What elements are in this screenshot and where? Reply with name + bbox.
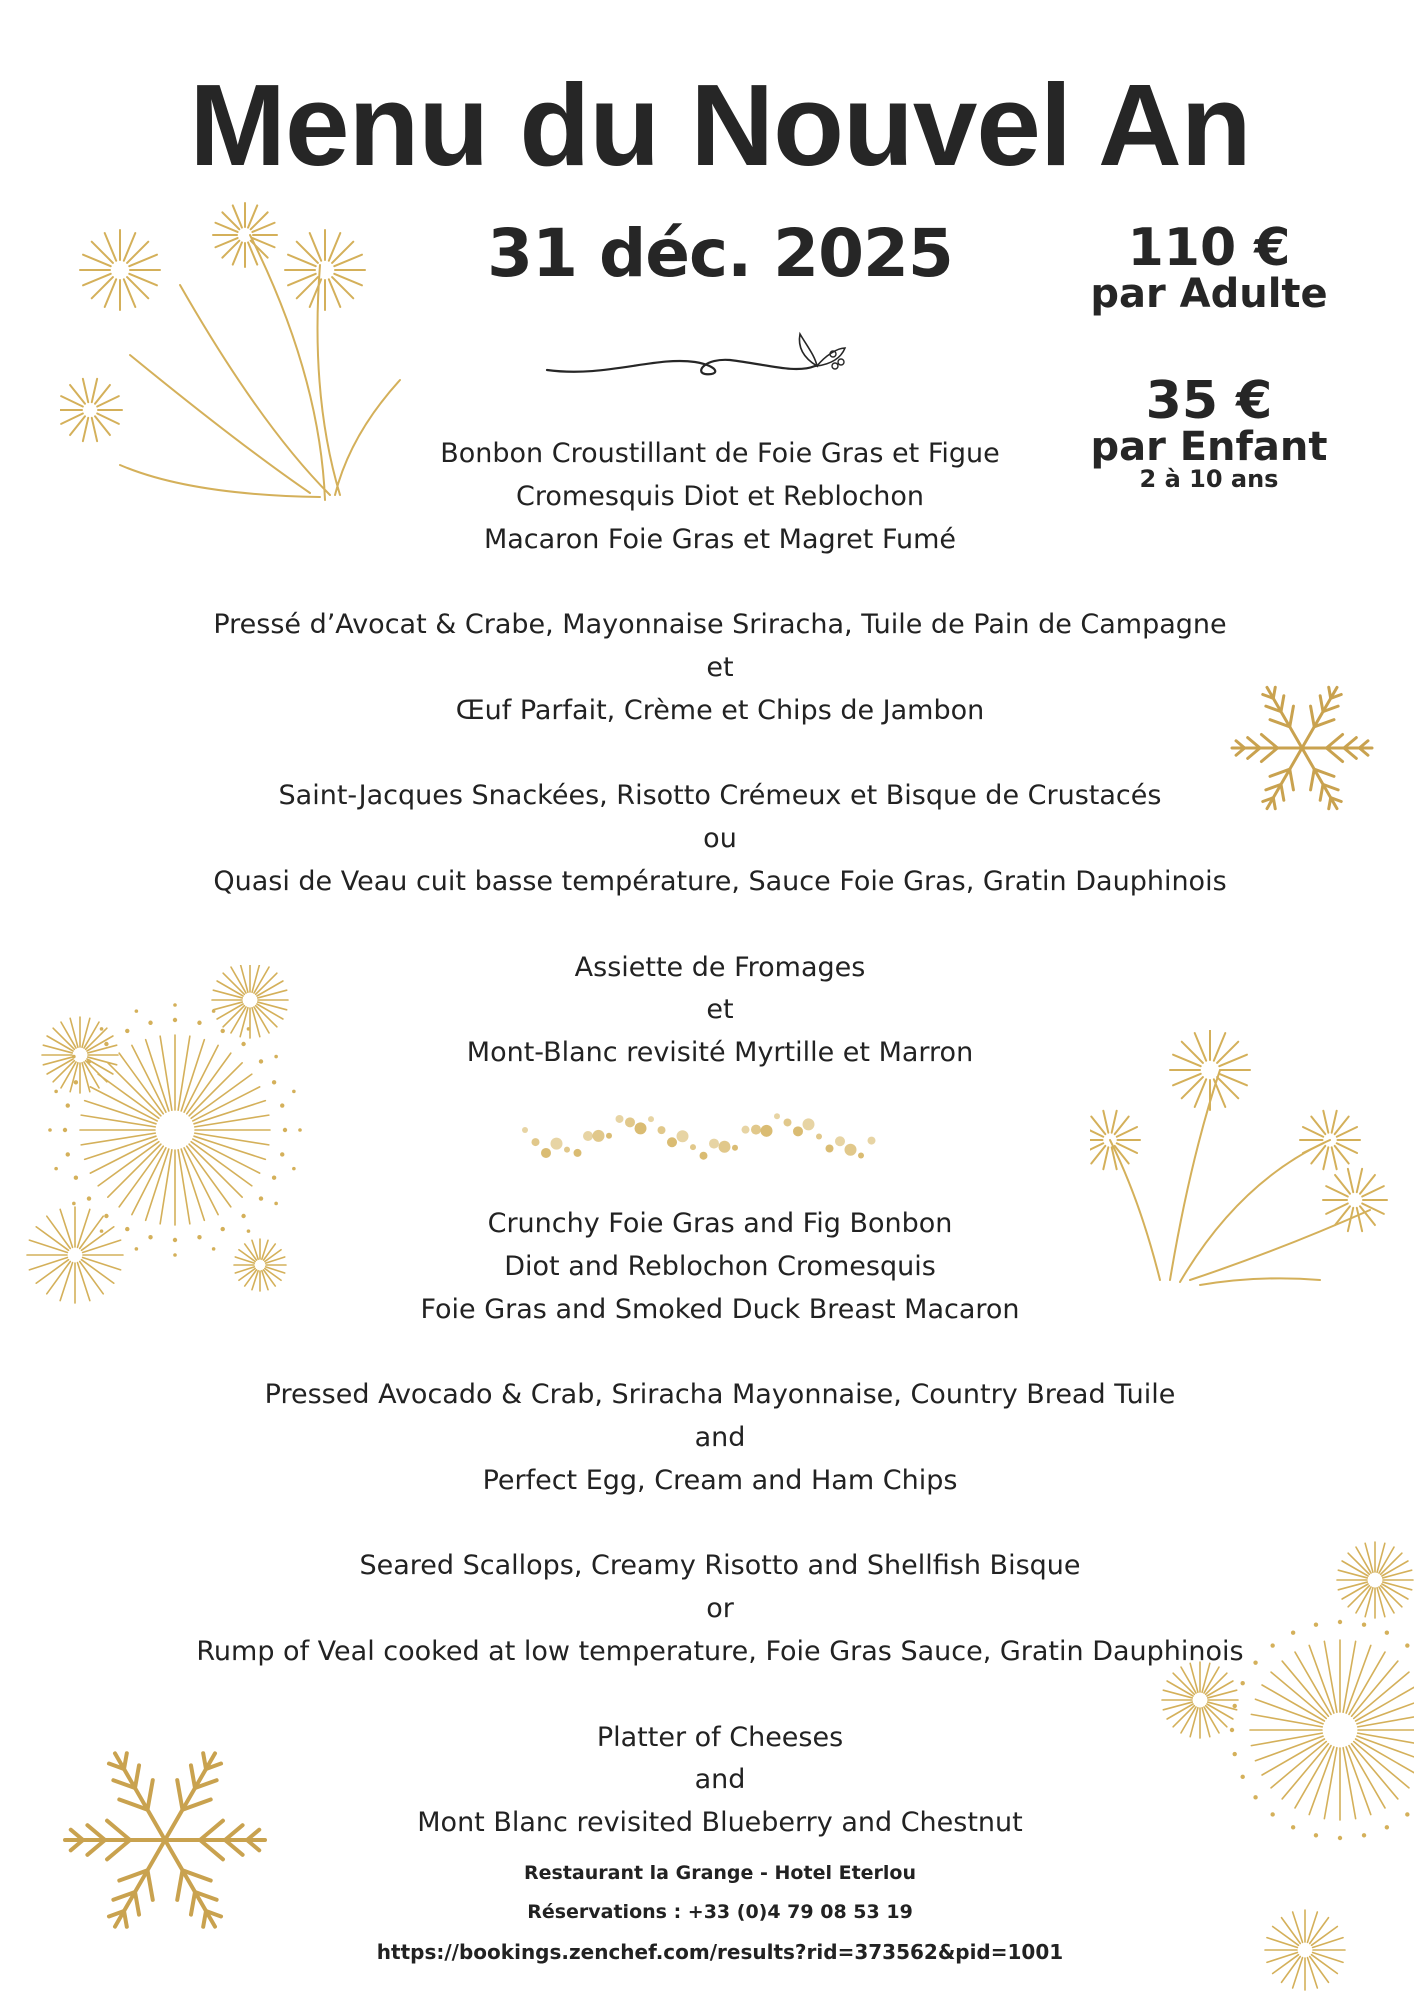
menu-connector: and bbox=[694, 1764, 746, 1796]
menu-english bbox=[120, 1203, 1320, 1845]
booking-link[interactable]: https://bookings.zenchef.com/results?rid=373562&pid=1001 bbox=[376, 1940, 1064, 1964]
menu-item: Bonbon Croustillant de Foie Gras et Figue bbox=[440, 438, 1000, 469]
menu-item: Assiette de Fromages bbox=[574, 951, 866, 983]
menu-connector: and bbox=[694, 1421, 746, 1453]
price-adult-amount: 110 € bbox=[1127, 218, 1291, 278]
menu-item: Mont Blanc revisited Blueberry and Chestnut bbox=[417, 1807, 1023, 1839]
flourish-divider-icon bbox=[545, 326, 871, 384]
price-child-amount: 35 € bbox=[1145, 371, 1273, 431]
menu-item: Crunchy Foie Gras and Fig Bonbon bbox=[487, 1208, 953, 1239]
menu-item: Perfect Egg, Cream and Ham Chips bbox=[482, 1464, 958, 1496]
menu-item: Platter of Cheeses bbox=[596, 1721, 844, 1753]
price-adult bbox=[1059, 218, 1359, 317]
menu-connector: ou bbox=[703, 823, 737, 855]
menu-item: Œuf Parfait, Crème et Chips de Jambon bbox=[455, 694, 985, 726]
menu-item: Rump of Veal cooked at low temperature, Foie Gras Sauce, Gratin Dauphinois bbox=[196, 1635, 1244, 1667]
menu-connector: or bbox=[706, 1593, 734, 1625]
menu-item: Pressé d’Avocat & Crabe, Mayonnaise Sriracha, Tuile de Pain de Campagne bbox=[213, 609, 1227, 641]
menu-item: Seared Scallops, Creamy Risotto and Shellfish Bisque bbox=[359, 1550, 1081, 1582]
page-title: Menu du Nouvel An bbox=[189, 60, 1251, 190]
restaurant-name: Restaurant la Grange - Hotel Eterlou bbox=[524, 1862, 916, 1884]
price-adult-label: par Adulte bbox=[1090, 271, 1328, 317]
price-child-age: 2 à 10 ans bbox=[1139, 465, 1279, 493]
menu-french bbox=[120, 433, 1320, 1075]
menu-item: Saint-Jacques Snackées, Risotto Crémeux et Bisque de Crustacés bbox=[278, 780, 1162, 812]
menu-item: Quasi de Veau cuit basse température, Sauce Foie Gras, Gratin Dauphinois bbox=[213, 865, 1227, 897]
menu-connector: et bbox=[706, 994, 734, 1026]
menu-item: Mont-Blanc revisité Myrtille et Marron bbox=[466, 1037, 974, 1069]
menu-item: Cromesquis Diot et Reblochon bbox=[516, 480, 924, 512]
reservation-phone: Réservations : +33 (0)4 79 08 53 19 bbox=[527, 1901, 913, 1923]
menu-item: Diot and Reblochon Cromesquis bbox=[504, 1250, 936, 1282]
price-child-label: par Enfant bbox=[1090, 424, 1328, 470]
menu-item: Macaron Foie Gras et Magret Fumé bbox=[483, 523, 957, 555]
menu-item: Foie Gras and Smoked Duck Breast Macaron bbox=[420, 1293, 1020, 1325]
menu-item: Pressed Avocado & Crab, Sriracha Mayonnaise, Country Bread Tuile bbox=[264, 1379, 1176, 1411]
event-date: 31 déc. 2025 bbox=[487, 215, 953, 292]
menu-connector: et bbox=[706, 651, 734, 683]
sparkle-trail-icon bbox=[515, 1100, 895, 1180]
